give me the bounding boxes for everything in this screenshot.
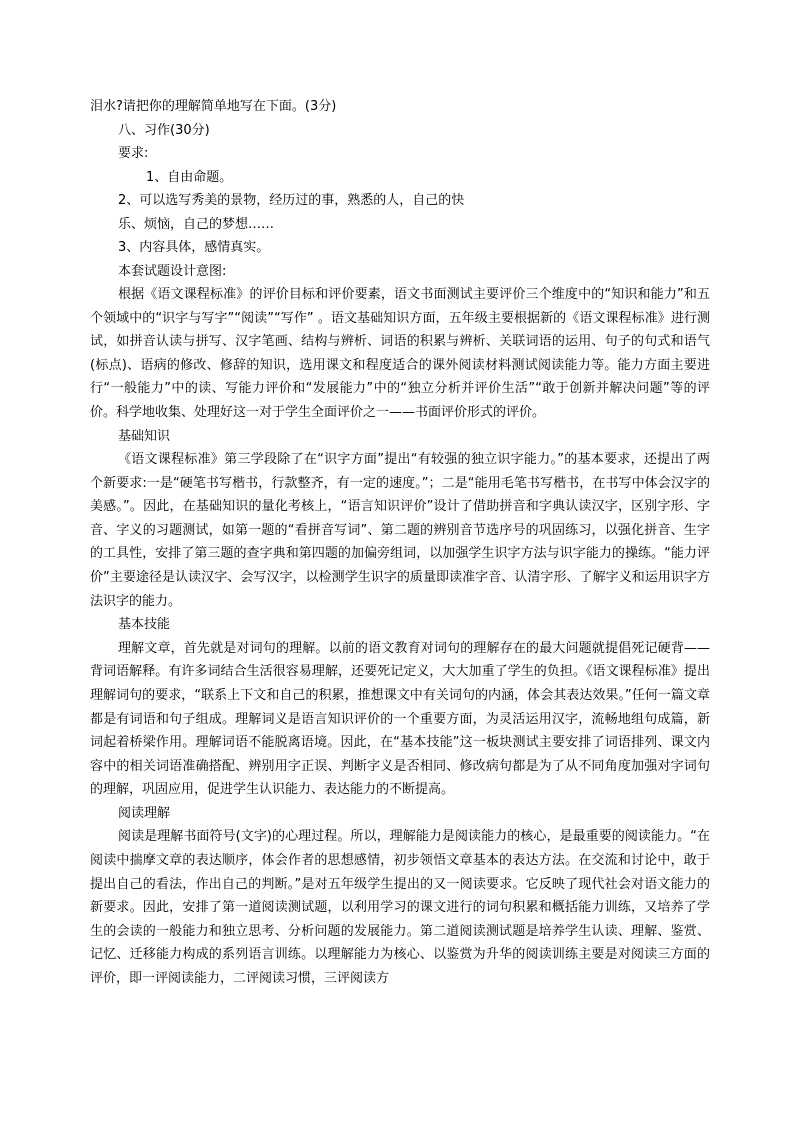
intro-paragraph: 根据《语文课程标准》的评价目标和评价要素，语文书面测试主要评价三个维度中的“知识和能力”和五个领域中的“识字与写字”“阅读”“写作” 。语文基础知识方面，五年级主要根据新的《语文课程标准》进行测试，如拼音认读与拼写、汉字笔画、结构与辨析、词语的积累与辨析、关联词语的运用、句子的句式和语气(标点)、语病的修改、修辞的知识，选用课文和程度适合的课外阅读材料测试阅读能力等。能力方面主要进行“一般能力”中的读、写能力评价和“发展能力”中的“独立分析并评价生活”“敢于创新并解决问题”等的评价。科学地收集、处理好这一对于学生全面评价之一——书面评价形式的评价。 — [90, 287, 710, 420]
basic-skills-heading: 基本技能 — [118, 617, 171, 633]
reading-paragraph: 阅读是理解书面符号(文字)的心理过程。所以，理解能力是阅读能力的核心，是最重要的阅读能力。“在阅读中揣摩文章的表达顺序，体会作者的思想感情，初步领悟文章基本的表达方法。在交流和讨论中，敢于提出自己的看法，作出自己的判断。”是对五年级学生提出的又一阅读要求。它反映了现代社会对语文能力的新要求。因此，安排了第一道阅读测试题，以利用学习的课文进行的词句积累和概括能力训练，又培养了学生的会读的一般能力和独立思考、分析问题的发展能力。第二道阅读测试题是培养学生认读、理解、鉴赏、记忆、迁移能力构成的系列语言训练。以理解能力为核心、以鉴赏为升华的阅读训练主要是对阅读三方面的评价，即一评阅读能力，二评阅读习惯，三评阅读方 — [90, 829, 710, 986]
reading-heading: 阅读理解 — [118, 805, 171, 821]
requirement-item: 1、自由命题。 — [146, 169, 233, 185]
requirement-item: 2、可以选写秀美的景物，经历过的事，熟悉的人，自己的快 — [118, 193, 465, 208]
section-heading-writing: 八、习作(30分) — [118, 122, 210, 138]
requirement-item: 3、内容具体，感情真实。 — [118, 240, 270, 255]
requirements-label: 要求: — [118, 146, 149, 161]
basic-skills-paragraph: 理解文章，首先就是对词句的理解。以前的语文教育对词句的理解存在的最大问题就提倡死记硬背——背词语解释。有许多词结合生活很容易理解，还要死记定义，大大加重了学生的负担。《语文课程标准》提出理解词句的要求，“联系上下文和自己的积累，推想课文中有关词句的内涵，体会其表达效果。”任何一篇文章都是有词语和句子组成。理解词义是语言知识评价的一个重要方面，为灵活运用汉字，流畅地组句成篇，新词起着桥梁作用。理解词语不能脱离语境。因此，在“基本技能”这一板块测试主要安排了词语排列、课文内容中的相关词语准确搭配、辨别用字正误、判断字义是否相同、修改病句都是为了从不同角度加强对字词句的理解，巩固应用，促进学生认识能力、表达能力的不断提高。 — [90, 640, 710, 798]
basic-knowledge-heading: 基础知识 — [118, 428, 171, 444]
document-body — [90, 95, 710, 991]
text-line: 泪水?请把你的理解简单地写在下面。(3分) — [90, 99, 337, 114]
design-intent-title: 本套试题设计意图: — [118, 263, 227, 279]
requirement-item-continued: 乐、烦恼，自己的梦想…… — [118, 216, 275, 232]
basic-knowledge-paragraph: 《语文课程标准》第三学段除了在“识字方面”提出“有较强的独立识字能力。”的基本要求，还提出了两个新要求:一是“硬笔书写楷书，行款整齐，有一定的速度。”；二是“能用毛笔书写楷书，在书写中体会汉字的美感。”。因此，在基础知识的量化考核上，“语言知识评价”设计了借助拼音和字典认读汉字，区别字形、字音、字义的习题测试，如第一题的“看拼音写词”、第二题的辨别音节选序号的巩固练习，以强化拼音、生字的工具性，安排了第三题的查字典和第四题的加偏旁组词，以加强学生识字方法与识字能力的操练。“能力评价”主要途径是认读汉字、会写汉字，以检测学生识字的质量即读准字音、认清字形、了解字义和运用识字方法识字的能力。 — [90, 452, 710, 609]
